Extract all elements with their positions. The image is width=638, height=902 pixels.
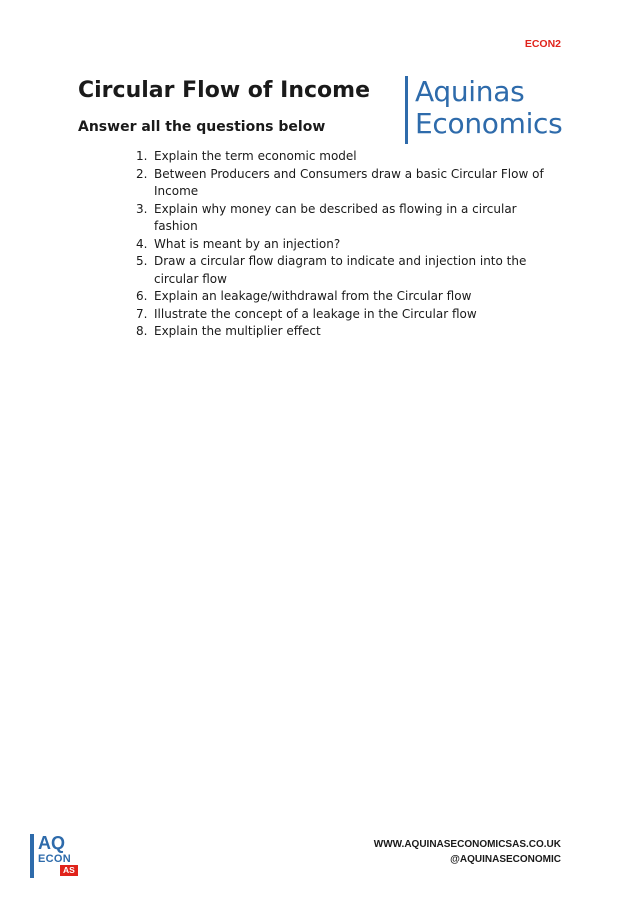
list-item-text: What is meant by an injection? [154, 236, 341, 251]
footer-website: WWW.AQUINASECONOMICSAS.CO.UK [373, 839, 561, 850]
page-subtitle: Answer all the questions below [78, 119, 326, 135]
list-item-text: Explain an leakage/withdrawal from the Circular flow [154, 289, 472, 303]
aq-econ-as-logo [30, 834, 80, 878]
list-item-text: Between Producers and Consumers draw a basic Circular Flow of Income [154, 166, 544, 198]
list-item [136, 148, 556, 166]
footer-logo-econ: ECON [38, 853, 71, 865]
list-item [136, 306, 556, 324]
list-item-number: 8. [136, 324, 148, 338]
footer-contact [374, 837, 561, 867]
list-item-number: 6. [136, 289, 148, 303]
list-item-text: Explain the term economic model [154, 149, 357, 163]
footer-handle: @AQUINASECONOMIC [450, 854, 561, 865]
list-item [136, 253, 556, 288]
logo-line-2: Economics [415, 107, 563, 140]
list-item-number: 7. [136, 306, 148, 321]
footer-logo-aq: AQ [38, 833, 65, 853]
list-item-number: 1. [136, 149, 148, 163]
list-item [136, 323, 556, 341]
list-item [136, 201, 556, 236]
page-title: Circular Flow of Income [78, 78, 370, 103]
footer-logo-as: AS [60, 865, 78, 876]
list-item-text: Draw a circular flow diagram to indicate and injection into the circular flow [154, 254, 527, 286]
aquinas-economics-logo [405, 76, 562, 144]
list-item-number: 2. [136, 166, 148, 181]
document-code: ECON2 [524, 38, 561, 50]
list-item-text: Explain why money can be described as flowing in a circular fashion [154, 201, 517, 233]
list-item-number: 3. [136, 201, 148, 216]
question-list [136, 148, 556, 341]
list-item-text: Explain the multiplier effect [154, 324, 321, 338]
list-item [136, 166, 556, 201]
list-item-number: 4. [136, 236, 148, 251]
list-item-number: 5. [136, 254, 148, 268]
logo-line-1: Aquinas [415, 75, 525, 108]
list-item [136, 288, 556, 306]
list-item [136, 236, 556, 254]
list-item-text: Illustrate the concept of a leakage in the Circular flow [154, 306, 477, 321]
